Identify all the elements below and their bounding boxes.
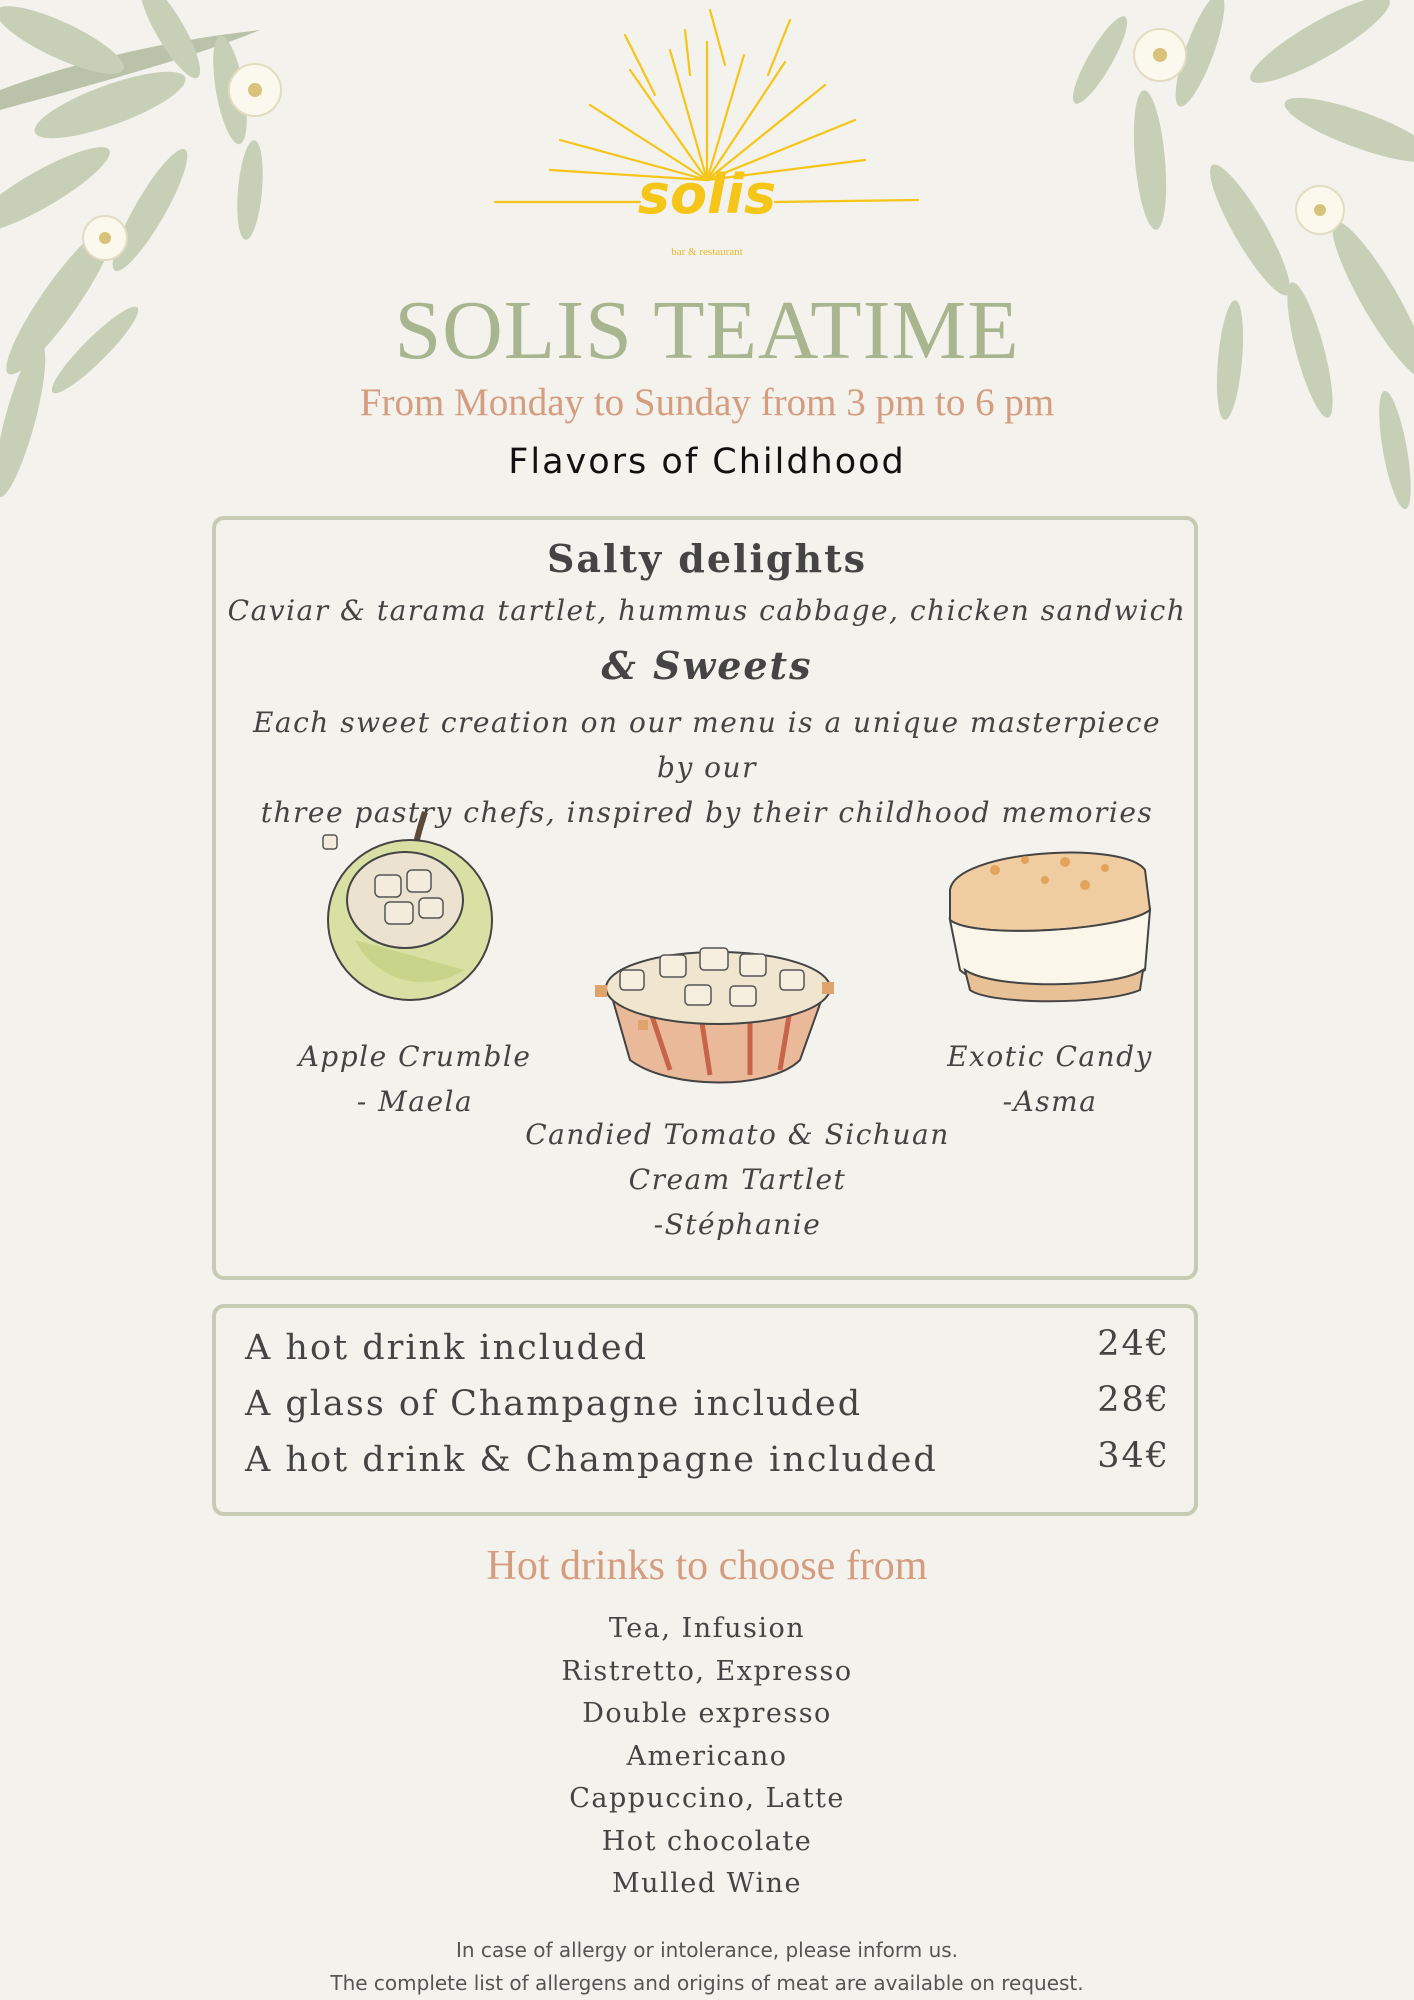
price-label: A hot drink & Champagne included [245, 1440, 938, 1480]
price-value: 34€ [1097, 1436, 1170, 1476]
list-item: Ristretto, Expresso [561, 1655, 853, 1687]
salty-items: Caviar & tarama tartlet, hummus cabbage, chicken sandwich [227, 594, 1187, 627]
price-label: A glass of Champagne included [245, 1384, 863, 1424]
price-row-champagne [245, 1380, 1170, 1424]
salty-heading: Salty delights [546, 536, 868, 581]
list-item: Cappuccino, Latte [569, 1783, 845, 1814]
dessert-tomato-tartlet: Candied Tomato & Sichuan Cream Tartlet -Stéphanie [525, 1118, 950, 1241]
price-row-hot-drink [245, 1324, 1170, 1368]
menu-theme: Flavors of Childhood [508, 442, 906, 482]
list-item: Americano [626, 1740, 788, 1772]
sweets-heading: & Sweets [601, 643, 813, 688]
price-row-hot-drink-champagne [245, 1436, 1170, 1480]
hot-drinks-list [0, 1608, 1414, 1906]
allergy-notice: In case of allergy or intolerance, please inform us. The complete list of allergens and origins of meat are available on request. [330, 1938, 1084, 1995]
list-item: Tea, Infusion [608, 1613, 806, 1644]
page-title: SOLIS TEATIME [394, 284, 1020, 377]
price-value: 24€ [1097, 1324, 1170, 1364]
ice-cream-sandwich-illustration [935, 830, 1160, 1005]
solis-logo [490, 0, 924, 270]
logo-tagline: bar & restaurant [671, 246, 743, 258]
hot-drinks-title: Hot drinks to choose from [486, 1543, 928, 1589]
list-item: Hot chocolate [601, 1825, 813, 1857]
sweets-description: Each sweet creation on our menu is a unique masterpiece by our three pastry chefs, inspired by their childhood memories [252, 706, 1162, 829]
dessert-exotic-candy: Exotic Candy -Asma [947, 1040, 1153, 1118]
apple-crumble-illustration [315, 800, 500, 1005]
tartlet-illustration [590, 930, 842, 1090]
list-item: Mulled Wine [612, 1868, 802, 1899]
opening-hours: From Monday to Sunday from 3 pm to 6 pm [359, 381, 1055, 424]
dessert-apple-crumble: Apple Crumble - Maela [298, 1040, 532, 1118]
sun-rays-icon [490, 0, 924, 270]
logo-wordmark: solis [637, 163, 777, 226]
price-value: 28€ [1097, 1380, 1170, 1420]
list-item: Double expresso [582, 1698, 832, 1729]
price-label: A hot drink included [245, 1328, 649, 1368]
